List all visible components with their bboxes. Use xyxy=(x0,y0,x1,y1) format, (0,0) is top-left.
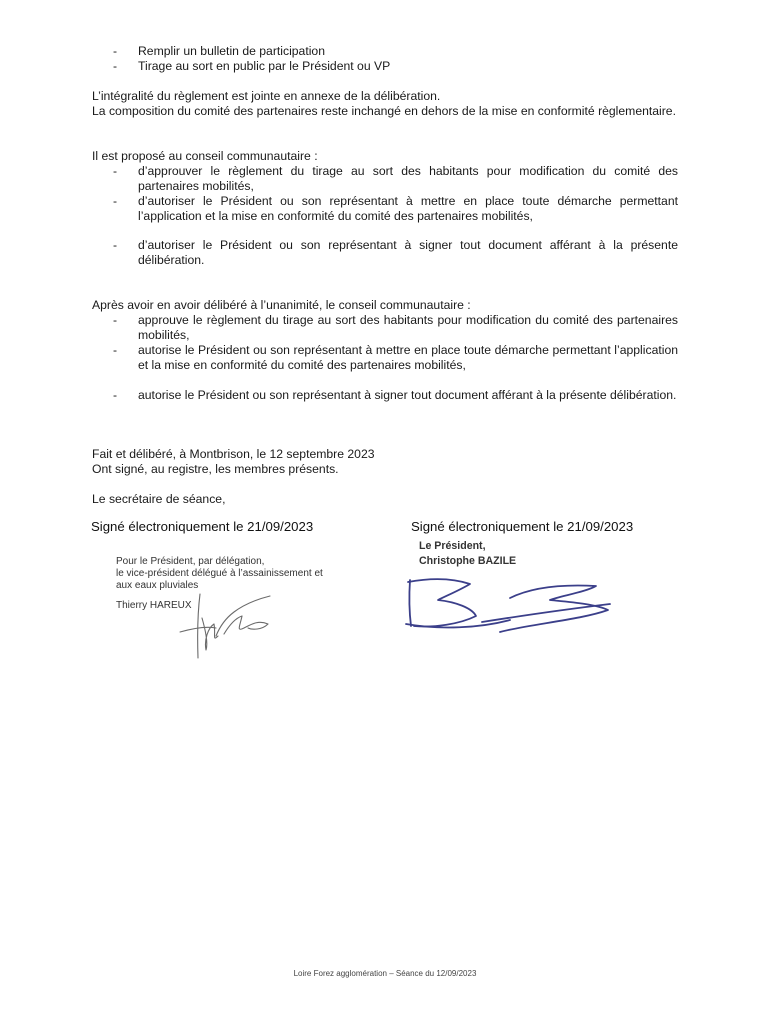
left-signatory-line1: Pour le Président, par délégation, xyxy=(116,556,265,567)
bullet-text: d’autoriser le Président ou son représentant à signer tout document afférant à la présente délibération. xyxy=(138,238,678,267)
bullet-text: d’autoriser le Président ou son représentant à mettre en place toute démarche permettant l’application et la mise en conformité du comité des partenaires mobilités, xyxy=(138,194,678,223)
list-item xyxy=(92,59,678,74)
bullet-text: approuve le règlement du tirage au sort des habitants pour modification du comité des partenaires mobilités, xyxy=(138,313,678,342)
paragraph-reglement: L’intégralité du règlement est jointe en annexe de la délibération. xyxy=(92,89,441,103)
proposition-intro: Il est proposé au conseil communautaire : xyxy=(92,149,318,163)
bullet-text: Remplir un bulletin de participation xyxy=(138,44,325,58)
bullet-marker: - xyxy=(113,164,118,178)
left-signature-image xyxy=(172,588,277,663)
list-item xyxy=(92,313,678,343)
bullet-text: d’approuver le règlement du tirage au sort des habitants pour modification du comité des partenaires mobilités, xyxy=(138,164,678,193)
bullet-text: Tirage au sort en public par le Président ou VP xyxy=(138,59,391,73)
bullet-marker: - xyxy=(113,313,118,327)
bullet-marker: - xyxy=(113,388,118,402)
bullet-marker: - xyxy=(113,238,118,252)
signature-registre: Ont signé, au registre, les membres présents. xyxy=(92,462,339,476)
right-signatory-name: Christophe BAZILE xyxy=(419,555,517,567)
page-footer: Loire Forez agglomération – Séance du 12/09/2023 xyxy=(293,969,477,978)
bullet-text: autorise le Président ou son représentant à signer tout document afférant à la présente délibération. xyxy=(138,388,677,402)
bullet-text: autorise le Président ou son représentant à mettre en place toute démarche permettant l’application et la mise en conformité du comité des partenaires mobilités, xyxy=(138,343,678,372)
list-item xyxy=(92,44,678,59)
secretaire-label: Le secrétaire de séance, xyxy=(92,492,226,506)
fait-line: Fait et délibéré, à Montbrison, le 12 septembre 2023 xyxy=(92,447,375,461)
list-item xyxy=(92,388,678,403)
left-signatory-line2: le vice-président délégué à l’assainissement et xyxy=(116,568,323,579)
signed-electronically-left: Signé électroniquement le 21/09/2023 xyxy=(91,519,314,534)
bullet-marker: - xyxy=(113,343,118,357)
bullet-marker: - xyxy=(113,59,118,73)
right-signature-image xyxy=(400,570,620,642)
right-signatory-title: Le Président, xyxy=(419,540,486,552)
list-item xyxy=(92,194,678,224)
signed-electronically-right: Signé électroniquement le 21/09/2023 xyxy=(411,519,634,534)
bullet-marker: - xyxy=(113,44,118,58)
bullet-marker: - xyxy=(113,194,118,208)
list-item xyxy=(92,238,678,268)
paragraph-composition: La composition du comité des partenaires reste inchangé en dehors de la mise en conformité règlementaire. xyxy=(92,104,676,118)
list-item xyxy=(92,164,678,194)
left-signatory-line3: aux eaux pluviales xyxy=(116,580,199,591)
decision-intro: Après avoir en avoir délibéré à l’unanimité, le conseil communautaire : xyxy=(92,298,471,312)
list-item xyxy=(92,343,678,373)
left-signatory-name: Thierry HAREUX xyxy=(116,600,192,611)
